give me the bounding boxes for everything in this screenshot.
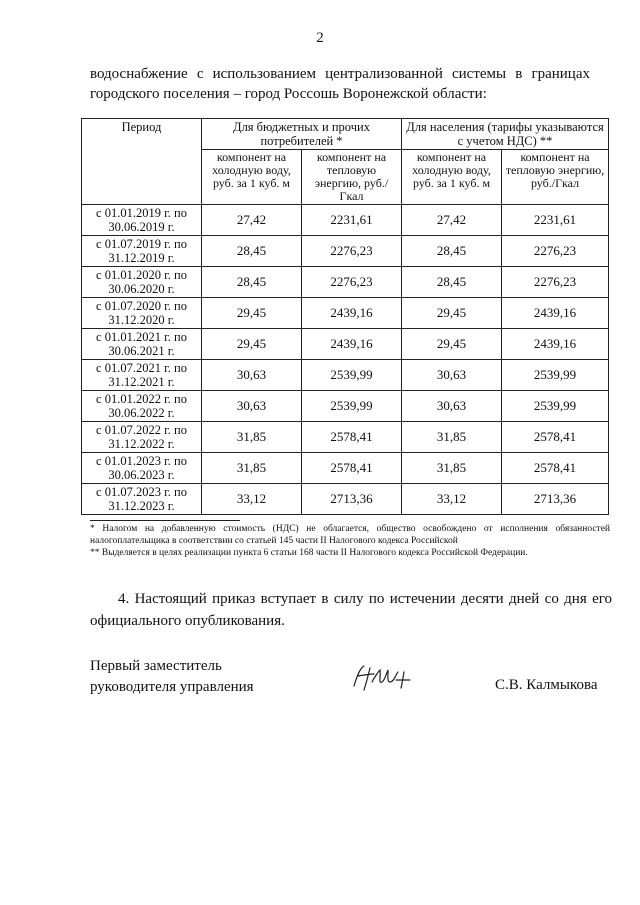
header-group-population: Для населения (тарифы указываются с учетом НДС) **	[402, 119, 609, 150]
table-row	[82, 236, 609, 267]
table-row	[82, 205, 609, 236]
cell-budget-heat: 2713,36	[302, 484, 402, 515]
cell-population-heat: 2231,61	[502, 205, 609, 236]
cell-population-heat: 2439,16	[502, 298, 609, 329]
table-row	[82, 391, 609, 422]
cell-period: с 01.01.2023 г. по 30.06.2023 г.	[82, 453, 202, 484]
cell-population-water: 29,45	[402, 298, 502, 329]
cell-period: с 01.07.2022 г. по 31.12.2022 г.	[82, 422, 202, 453]
cell-budget-water: 30,63	[202, 360, 302, 391]
cell-budget-heat: 2439,16	[302, 329, 402, 360]
header-group-budget: Для бюджетных и прочих потребителей *	[202, 119, 402, 150]
cell-budget-heat: 2539,99	[302, 360, 402, 391]
cell-population-water: 28,45	[402, 267, 502, 298]
table-row	[82, 484, 609, 515]
cell-budget-heat: 2276,23	[302, 267, 402, 298]
cell-budget-water: 27,42	[202, 205, 302, 236]
cell-population-water: 30,63	[402, 360, 502, 391]
cell-budget-heat: 2539,99	[302, 391, 402, 422]
cell-budget-heat: 2276,23	[302, 236, 402, 267]
cell-population-water: 31,85	[402, 453, 502, 484]
cell-budget-heat: 2578,41	[302, 422, 402, 453]
table-row	[82, 422, 609, 453]
cell-population-heat: 2713,36	[502, 484, 609, 515]
cell-period: с 01.07.2019 г. по 31.12.2019 г.	[82, 236, 202, 267]
cell-population-water: 33,12	[402, 484, 502, 515]
signatory-title	[90, 656, 254, 698]
header-sub-population-heat: компонент на тепловую энергию, руб./Гкал	[502, 150, 609, 205]
cell-budget-heat: 2578,41	[302, 453, 402, 484]
cell-population-water: 30,63	[402, 391, 502, 422]
cell-population-water: 29,45	[402, 329, 502, 360]
cell-population-heat: 2578,41	[502, 422, 609, 453]
table-row	[82, 453, 609, 484]
cell-budget-water: 31,85	[202, 453, 302, 484]
cell-population-water: 27,42	[402, 205, 502, 236]
cell-budget-heat: 2231,61	[302, 205, 402, 236]
clause-4	[90, 588, 612, 632]
cell-budget-water: 29,45	[202, 329, 302, 360]
table-row	[82, 267, 609, 298]
cell-budget-water: 29,45	[202, 298, 302, 329]
cell-population-water: 28,45	[402, 236, 502, 267]
cell-period: с 01.01.2020 г. по 30.06.2020 г.	[82, 267, 202, 298]
cell-period: с 01.01.2022 г. по 30.06.2022 г.	[82, 391, 202, 422]
cell-budget-water: 28,45	[202, 236, 302, 267]
tariff-table-body	[82, 205, 609, 515]
footnote-divider	[90, 520, 240, 521]
cell-period: с 01.01.2021 г. по 30.06.2021 г.	[82, 329, 202, 360]
cell-period: с 01.07.2020 г. по 31.12.2020 г.	[82, 298, 202, 329]
handwritten-signature-icon	[348, 662, 428, 694]
clause-4-line-1: 4. Настоящий приказ вступает в силу по истечении десяти дней со дня его	[118, 591, 612, 607]
cell-period: с 01.07.2021 г. по 31.12.2021 г.	[82, 360, 202, 391]
page-number: 2	[316, 30, 324, 46]
cell-budget-water: 31,85	[202, 422, 302, 453]
table-row	[82, 298, 609, 329]
signatory-title-line-2: руководителя управления	[90, 679, 254, 695]
table-row	[82, 360, 609, 391]
cell-population-water: 31,85	[402, 422, 502, 453]
header-sub-budget-heat: компонент на тепловую энергию, руб./Гкал	[302, 150, 402, 205]
table-row	[82, 329, 609, 360]
cell-budget-water: 33,12	[202, 484, 302, 515]
cell-period: с 01.01.2019 г. по 30.06.2019 г.	[82, 205, 202, 236]
cell-period: с 01.07.2023 г. по 31.12.2023 г.	[82, 484, 202, 515]
signatory-name: С.В. Калмыкова	[495, 677, 598, 693]
cell-population-heat: 2578,41	[502, 453, 609, 484]
cell-budget-water: 28,45	[202, 267, 302, 298]
cell-population-heat: 2439,16	[502, 329, 609, 360]
footnote-vat-included: ** Выделяется в целях реализации пункта 6 статьи 168 части II Налогового кодекса Российской Федерации.	[90, 548, 528, 558]
cell-population-heat: 2276,23	[502, 236, 609, 267]
header-sub-budget-water: компонент на холодную воду, руб. за 1 куб. м	[202, 150, 302, 205]
clause-4-line-2: официального опубликования.	[90, 613, 285, 629]
cell-population-heat: 2276,23	[502, 267, 609, 298]
cell-population-heat: 2539,99	[502, 391, 609, 422]
footnote-vat-exempt: * Налогом на добавленную стоимость (НДС) не облагается, общество освобождено от исполнения обязанностей налогоплательщика в соответствии со статьей 145 части II Налогового кодекса Российской	[90, 524, 610, 546]
header-period: Период	[82, 119, 202, 205]
signatory-title-line-1: Первый заместитель	[90, 658, 222, 674]
cell-budget-water: 30,63	[202, 391, 302, 422]
footnotes	[90, 520, 610, 559]
header-sub-population-water: компонент на холодную воду, руб. за 1 куб. м	[402, 150, 502, 205]
intro-paragraph: водоснабжение с использованием централизованной системы в границах городского поселения – город Россошь Воронежской области:	[90, 66, 590, 102]
tariff-table	[81, 118, 609, 515]
cell-population-heat: 2539,99	[502, 360, 609, 391]
cell-budget-heat: 2439,16	[302, 298, 402, 329]
